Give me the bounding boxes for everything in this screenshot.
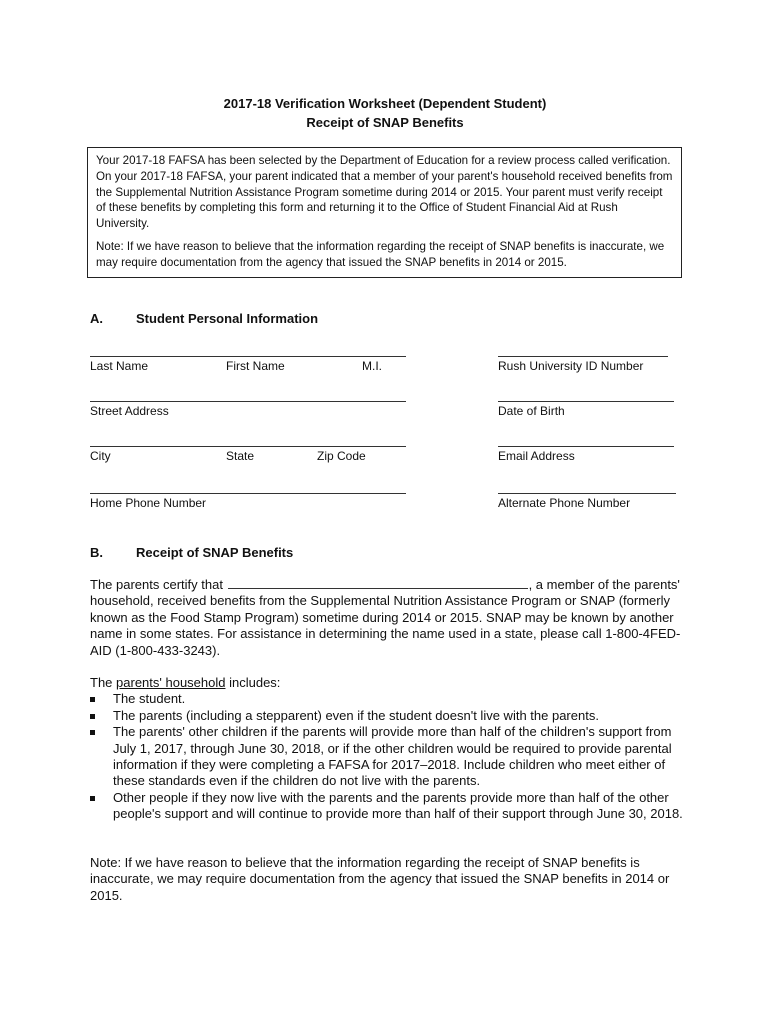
list-item: [90, 724, 690, 790]
list-item-text: The student.: [113, 691, 186, 707]
square-bullet-icon: [90, 796, 95, 801]
certify-prefix: The parents certify that: [90, 577, 223, 592]
section-a-title: Student Personal Information: [136, 311, 319, 326]
email-input-line[interactable]: [498, 446, 674, 447]
zip-code-label: Zip Code: [317, 449, 366, 463]
rush-id-label: Rush University ID Number: [498, 359, 644, 373]
list-item: [90, 790, 690, 823]
certify-paragraph: [90, 576, 690, 659]
home-phone-input-line[interactable]: [90, 493, 406, 494]
household-prefix: The: [90, 675, 113, 690]
section-b-title: Receipt of SNAP Benefits: [136, 545, 294, 560]
household-member-name-input[interactable]: [228, 576, 528, 589]
street-address-label: Street Address: [90, 404, 169, 418]
section-b-letter: B.: [90, 545, 103, 560]
intro-box: [87, 147, 682, 278]
square-bullet-icon: [90, 714, 95, 719]
list-item-text: The parents' other children if the parents will provide more than half of the children's support from July 1, 2017, through June 30, 2018, or if the other children would be required to provide parental information if they were completing a FAFSA for 2017–2018. Include children who meet either of these standards even if the children do not live with the parents.: [113, 724, 672, 789]
list-item-text: The parents (including a stepparent) even if the student doesn't live with the parents.: [113, 707, 599, 723]
document-title: [0, 94, 770, 132]
date-of-birth-input-line[interactable]: [498, 401, 674, 402]
household-term: parents' household: [116, 675, 226, 690]
city-state-zip-input-line[interactable]: [90, 446, 406, 447]
last-name-label: Last Name: [90, 359, 149, 373]
mi-label: M.I.: [362, 359, 382, 373]
first-name-label: First Name: [226, 359, 285, 373]
square-bullet-icon: [90, 697, 95, 702]
alternate-phone-input-line[interactable]: [498, 493, 676, 494]
list-item: [90, 691, 690, 707]
alternate-phone-label: Alternate Phone Number: [498, 496, 631, 510]
email-label: Email Address: [498, 449, 575, 463]
square-bullet-icon: [90, 730, 95, 735]
rush-id-input-line[interactable]: [498, 356, 668, 357]
state-label: State: [226, 449, 255, 463]
household-definition: [90, 675, 690, 823]
section-a-heading: [90, 311, 318, 327]
intro-paragraph: Your 2017-18 FAFSA has been selected by the Department of Education for a review process called verification. On your 2017-18 FAFSA, your parent indicated that a member of your parent's household received benefits from the Supplemental Nutrition Assistance Program sometime during 2014 or 2015. Your parent must verify receipt of these benefits by completing this form and returning it to the Office of Student Financial Aid at Rush University.: [96, 154, 673, 231]
closing-note-text: Note: If we have reason to believe that the information regarding the receipt of SNAP benefits is inaccurate, we may require documentation from the agency that issued the SNAP benefits in 2014 or 2015.: [90, 855, 670, 903]
name-input-line[interactable]: [90, 356, 406, 357]
intro-note: Note: If we have reason to believe that the information regarding the receipt of SNAP benefits is inaccurate, we may require documentation from the agency that issued the SNAP benefits in 2014 or 2015.: [96, 239, 665, 269]
section-b-heading: [90, 545, 293, 561]
street-address-input-line[interactable]: [90, 401, 406, 402]
closing-note: [90, 855, 690, 904]
list-item: [90, 708, 690, 724]
certify-body: , a member of the parents' household, received benefits from the Supplemental Nutrition Assistance Program or SNAP (formerly known as the Food Stamp Program) sometime during 2014 or 2015. SNAP may be known by another name in some states. For assistance in determining the name used in a state, please call 1-800-4FED-AID (1-800-433-3243).: [90, 577, 681, 658]
city-label: City: [90, 449, 111, 463]
home-phone-label: Home Phone Number: [90, 496, 207, 510]
household-suffix: includes:: [229, 675, 281, 690]
title-line-1: 2017-18 Verification Worksheet (Dependent Student): [223, 96, 547, 111]
date-of-birth-label: Date of Birth: [498, 404, 565, 418]
household-members-list: [90, 691, 690, 822]
section-a-letter: A.: [90, 311, 103, 326]
title-line-2: Receipt of SNAP Benefits: [306, 115, 464, 130]
list-item-text: Other people if they now live with the parents and the parents provide more than half of the other people's support and will continue to provide more than half of their support through June 30, 2018.: [113, 789, 683, 822]
